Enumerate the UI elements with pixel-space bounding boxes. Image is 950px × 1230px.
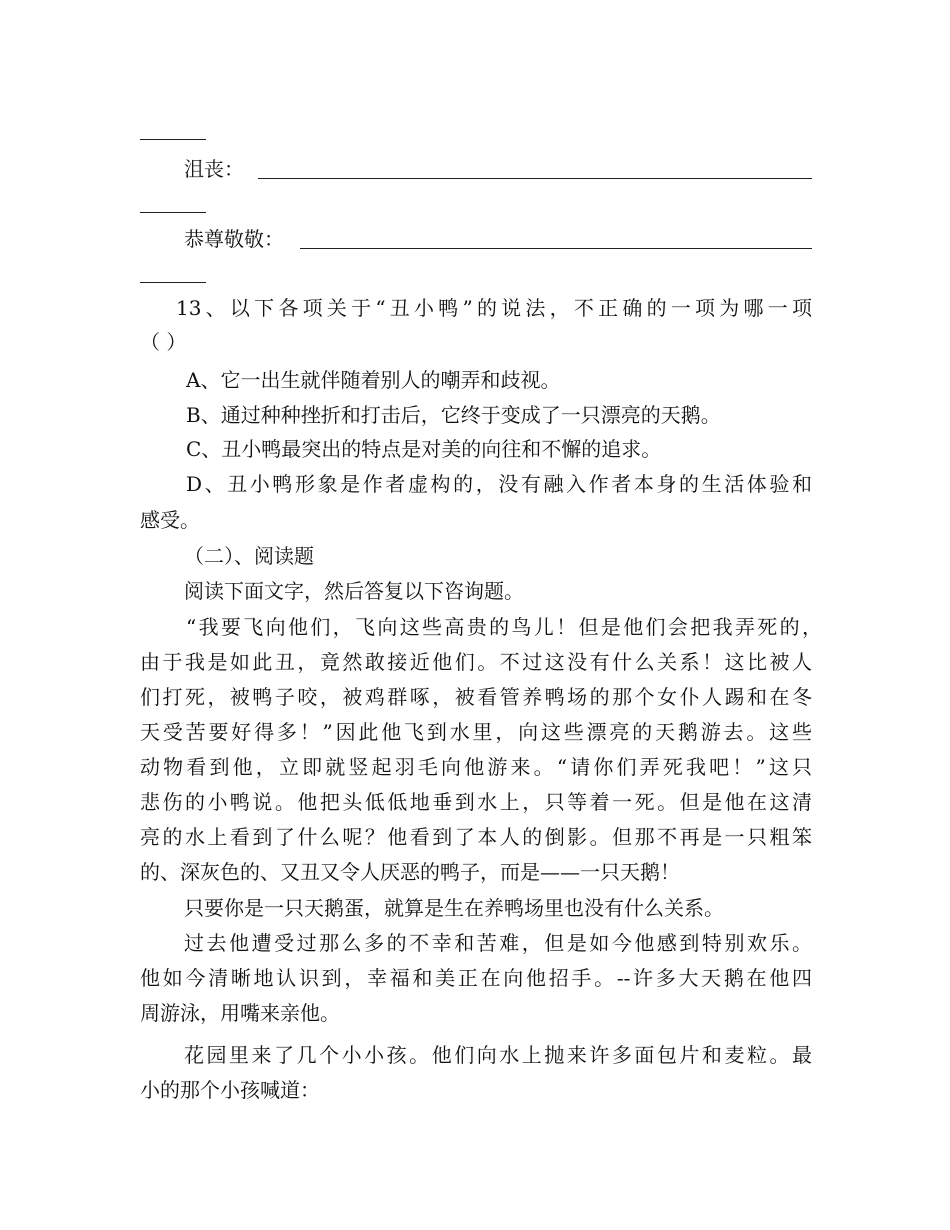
passage-line: 过去他遭受过那么多的不幸和苦难，但是如今他感到特别欢乐。	[184, 931, 812, 955]
passage-line: 花园里来了几个小小孩。他们向水上抛来许多面包片和麦粒。最	[184, 1043, 812, 1067]
answer-blank-tail	[140, 139, 206, 140]
passage-line: 的、深灰色的、又丑又令人厌恶的鸭子，而是——一只天鹅！	[140, 860, 680, 884]
passage-line: 亮的水上看到了什么呢？他看到了本人的倒影。但那不再是一只粗笨	[140, 825, 812, 849]
passage-paragraph: 只要你是一只天鹅蛋，就算是生在养鸭场里也没有什么关系。	[184, 896, 724, 920]
passage-line: 周游泳，用嘴来亲他。	[140, 1001, 340, 1025]
blank-item-label: 恭尊敬敬：	[184, 227, 284, 251]
answer-blank[interactable]	[300, 248, 812, 249]
option-c: C、丑小鸭最突出的特点是对美的向往和不懈的追求。	[186, 437, 662, 461]
passage-line: 他如今清晰地认识到，幸福和美正在向他招手。--许多大天鹅在他四	[140, 966, 812, 990]
question-stem-bracket: （ ）	[140, 330, 187, 354]
section-title: （二）、阅读题	[184, 544, 314, 568]
passage-line: 小的那个小孩喊道：	[140, 1078, 320, 1102]
passage-line: “我要飞向他们，飞向这些高贵的鸟儿！但是他们会把我弄死的，	[186, 615, 822, 639]
instruction: 阅读下面文字，然后答复以下咨询题。	[184, 579, 524, 603]
option-a: A、它一出生就伴随着别人的嘲弄和歧视。	[186, 368, 561, 392]
option-b: B、通过种种挫折和打击后，它终于变成了一只漂亮的天鹅。	[186, 403, 721, 427]
passage-line: 由于我是如此丑，竟然敢接近他们。不过这没有什么关系！这比被人	[140, 650, 812, 674]
passage-line: 动物看到他，立即就竖起羽毛向他游来。“请你们弄死我吧！”这只	[140, 755, 812, 779]
blank-item-label: 沮丧：	[184, 157, 244, 181]
option-d: D、丑小鸭形象是作者虚构的，没有融入作者本身的生活体验和	[186, 472, 812, 496]
option-d-continuation: 感受。	[140, 508, 200, 532]
answer-blank-tail	[140, 212, 206, 213]
answer-blank[interactable]	[258, 178, 812, 179]
passage-line: 天受苦要好得多！”因此他飞到水里，向这些漂亮的天鹅游去。这些	[140, 720, 812, 744]
answer-blank-tail	[140, 282, 206, 283]
passage-line: 们打死，被鸭子咬，被鸡群啄，被看管养鸭场的那个女仆人踢和在冬	[140, 685, 812, 709]
passage-line: 悲伤的小鸭说。他把头低低地垂到水上，只等着一死。但是他在这清	[140, 790, 812, 814]
question-stem: 13、以下各项关于“丑小鸭”的说法，不正确的一项为哪一项	[176, 296, 812, 320]
